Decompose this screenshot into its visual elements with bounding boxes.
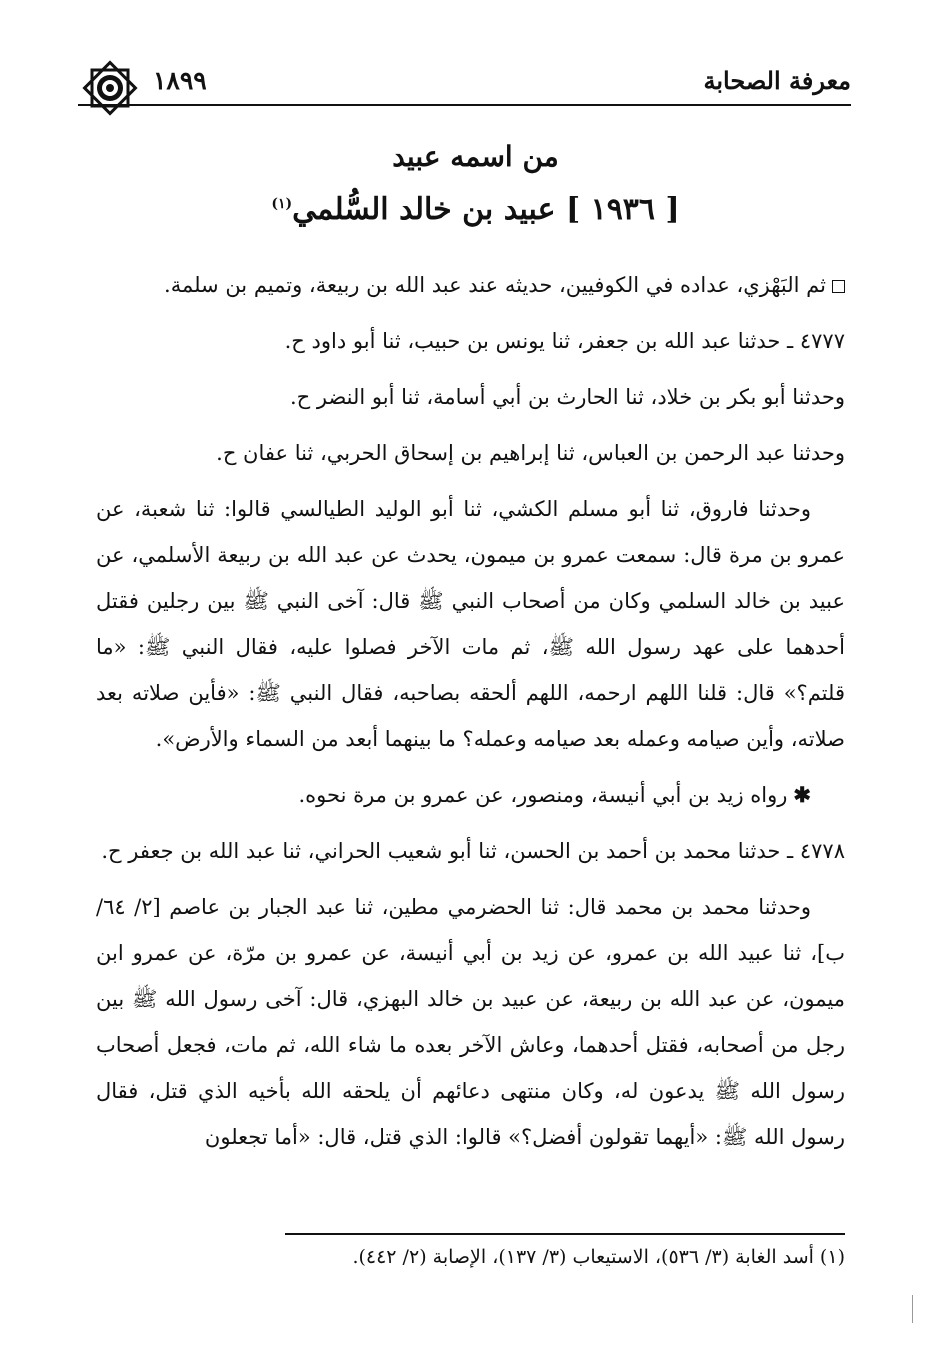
- margin-mark: [912, 1295, 913, 1323]
- footnote: (١) أسد الغابة (٣/ ٥٣٦)، الاستيعاب (٣/ ١٣٧)، الإصابة (٢/ ٤٤٢).: [352, 1246, 845, 1268]
- square-bullet-icon: [832, 280, 845, 293]
- octagonal-star-ornament-icon: [80, 58, 140, 118]
- entry-number: [ ١٩٣٦ ]: [565, 192, 680, 227]
- main-text: [96, 262, 845, 1170]
- paragraph: ثم البَهْزي، عداده في الكوفيين، حديثه عند عبد الله بن ربيعة، وتميم بن سلمة.: [96, 262, 845, 308]
- paragraph: وحدثنا أبو بكر بن خلاد، ثنا الحارث بن أبي أسامة، ثنا أبو النضر ح.: [289, 385, 845, 409]
- paragraph: وحدثنا فاروق، ثنا أبو مسلم الكشي، ثنا أبو الوليد الطيالسي قالوا: ثنا شعبة، عن عمرو بن مرة قال: سمعت عمرو بن ميمون، يحدث عن عبد الله بن ربيعة الأسلمي، عن عبيد بن خالد السلمي وكان من أصحاب النبي ﷺ قال: آخى النبي ﷺ بين رجلين فقتل أحدهما على عهد رسول الله ﷺ، ثم مات الآخر فصلوا عليه، فقال النبي ﷺ: «ما قلتم؟» قال: قلنا اللهم ارحمه، اللهم ألحقه بصاحبه، فقال النبي ﷺ: «فأين صلاته بعد صلاته، وأين صيامه وعمله بعد صيامه وعمله؟ ما بينهما أبعد من السماء والأرض».: [96, 497, 845, 751]
- footnote-marker: (١): [271, 196, 293, 212]
- section-title: من اسمه عبيد: [392, 140, 559, 173]
- asterisk-icon: ✱: [793, 782, 811, 807]
- entry-name: عبيد بن خالد السُّلمي: [292, 192, 556, 227]
- paragraph: ٤٧٧٨ ـ حدثنا محمد بن أحمد بن الحسن، ثنا أبو شعيب الحراني، ثنا عبد الله بن جعفر ح.: [101, 839, 845, 863]
- entry-heading: [0, 192, 951, 227]
- paragraph: وحدثنا عبد الرحمن بن العباس، ثنا إبراهيم بن إسحاق الحربي، ثنا عفان ح.: [216, 441, 845, 465]
- paragraph: وحدثنا محمد بن محمد قال: ثنا الحضرمي مطين، ثنا عبد الجبار بن عاصم [٢/ ٦٤/ ب]، ثنا عبيد الله بن عمرو، عن زيد بن أبي أنيسة، عن عمرو بن مرّة، عن عمرو ابن ميمون، عن عبد الله بن ربيعة، عن عبيد بن خالد البهزي، قال: آخى رسول الله ﷺ بين رجل من أصحابه، فقتل أحدهما، وعاش الآخر بعده ما شاء الله، ثم مات، فجعل أصحاب رسول الله ﷺ يدعون له، وكان منتهى دعائهم أن يلحقه الله بأخيه الذي قتل، فقال رسول الله ﷺ: «أيهما تقولون أفضل؟» قالوا: الذي قتل، قال: «أما تجعلون: [96, 895, 845, 1149]
- page-number: ١٨٩٩: [153, 66, 207, 95]
- book-title: معرفة الصحابة: [703, 66, 851, 95]
- footnote-separator: [285, 1233, 845, 1235]
- running-header: [78, 60, 851, 106]
- paragraph: ✱رواه زيد بن أبي أنيسة، ومنصور، عن عمرو بن مرة نحوه.: [298, 782, 811, 807]
- paragraph: ٤٧٧٧ ـ حدثنا عبد الله بن جعفر، ثنا يونس بن حبيب، ثنا أبو داود ح.: [284, 329, 845, 353]
